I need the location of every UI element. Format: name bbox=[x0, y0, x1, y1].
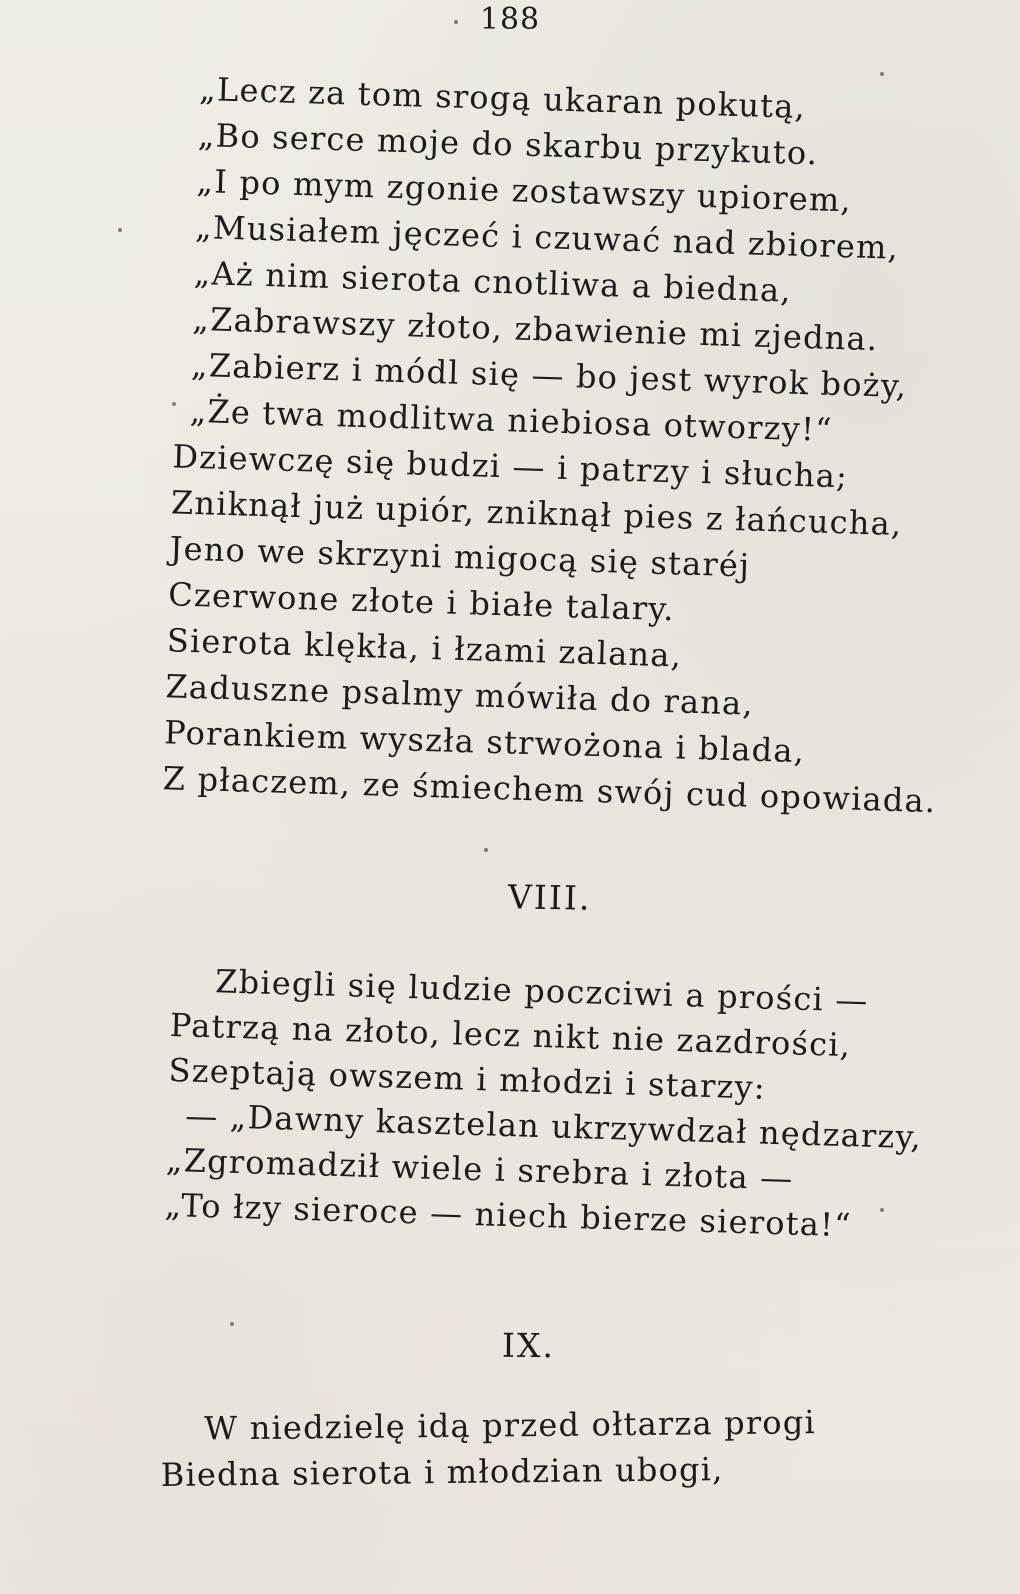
poem-line: Zbiegli się ludzie poczciwi a prości — bbox=[214, 962, 870, 1020]
paper-speck bbox=[230, 1322, 234, 1326]
section-heading-viii: VIII. bbox=[507, 877, 592, 918]
poem-line: — „Dawny kasztelan ukrzywdzał nędzarzy, bbox=[184, 1096, 923, 1157]
poem-line: „To łzy sieroce — niech bierze sierota!“ bbox=[164, 1185, 853, 1245]
poem-line: „Zgromadził wiele i srebra i złota — bbox=[165, 1140, 794, 1198]
paper-speck bbox=[880, 1208, 884, 1212]
section-heading-ix: IX. bbox=[501, 1325, 556, 1366]
paper-speck bbox=[484, 848, 488, 852]
poem-line: Jeno we skrzyni migocą się staréj bbox=[169, 529, 751, 585]
poem-line: „Bo serce moje do skarbu przykuto. bbox=[197, 115, 819, 173]
poem-stanza-viii bbox=[164, 958, 927, 1250]
poem-line: „Musiałem jęczeć i czuwać nad zbiorem, bbox=[194, 207, 900, 267]
poem-stanza-vii-ending bbox=[162, 66, 957, 824]
poem-line: „Zabierz i módl się — bo jest wyrok boży, bbox=[190, 345, 908, 406]
poem-line: Zaduszne psalmy mówiła do rana, bbox=[165, 667, 755, 723]
poem-line: Dziewczę się budzi — i patrzy i słucha; bbox=[171, 437, 849, 496]
paper-speck bbox=[172, 402, 176, 406]
poem-line: „I po mym zgonie zostawszy upiorem, bbox=[196, 161, 853, 220]
poem-line: Patrzą na złoto, lecz nikt nie zazdrości, bbox=[169, 1005, 852, 1065]
paper-speck bbox=[118, 228, 122, 232]
paper-speck bbox=[880, 72, 884, 76]
poem-line: Sierota klękła, i łzami zalana, bbox=[166, 621, 683, 675]
poem-line: Szeptają owszem i młodzi i starzy: bbox=[168, 1050, 767, 1107]
poem-line: Czerwone złote i białe talary. bbox=[167, 575, 676, 629]
poem-line: Biedna sierota i młodzian ubogi, bbox=[160, 1450, 724, 1494]
poem-line: „Zabrawszy złoto, zbawienie mi zjedna. bbox=[191, 299, 879, 359]
poem-line: „Aż nim sierota cnotliwa a biedna, bbox=[193, 253, 793, 310]
poem-line: W niedzielę idą przed ołtarza progi bbox=[204, 1403, 817, 1448]
poem-line: „Że twa modlitwa niebiosa otworzy!“ bbox=[189, 391, 834, 449]
poem-stanza-ix bbox=[160, 1399, 817, 1498]
poem-line: „Lecz za tom srogą ukaran pokutą, bbox=[198, 69, 807, 126]
poem-line: Porankiem wyszła strwożona i blada, bbox=[163, 713, 806, 771]
paper-speck bbox=[454, 20, 458, 24]
poem-line: Zniknął już upiór, zniknął pies z łańcucha, bbox=[170, 483, 903, 544]
page-number: 188 bbox=[479, 2, 541, 37]
poem-line: Z płaczem, ze śmiechem swój cud opowiada. bbox=[162, 759, 937, 821]
